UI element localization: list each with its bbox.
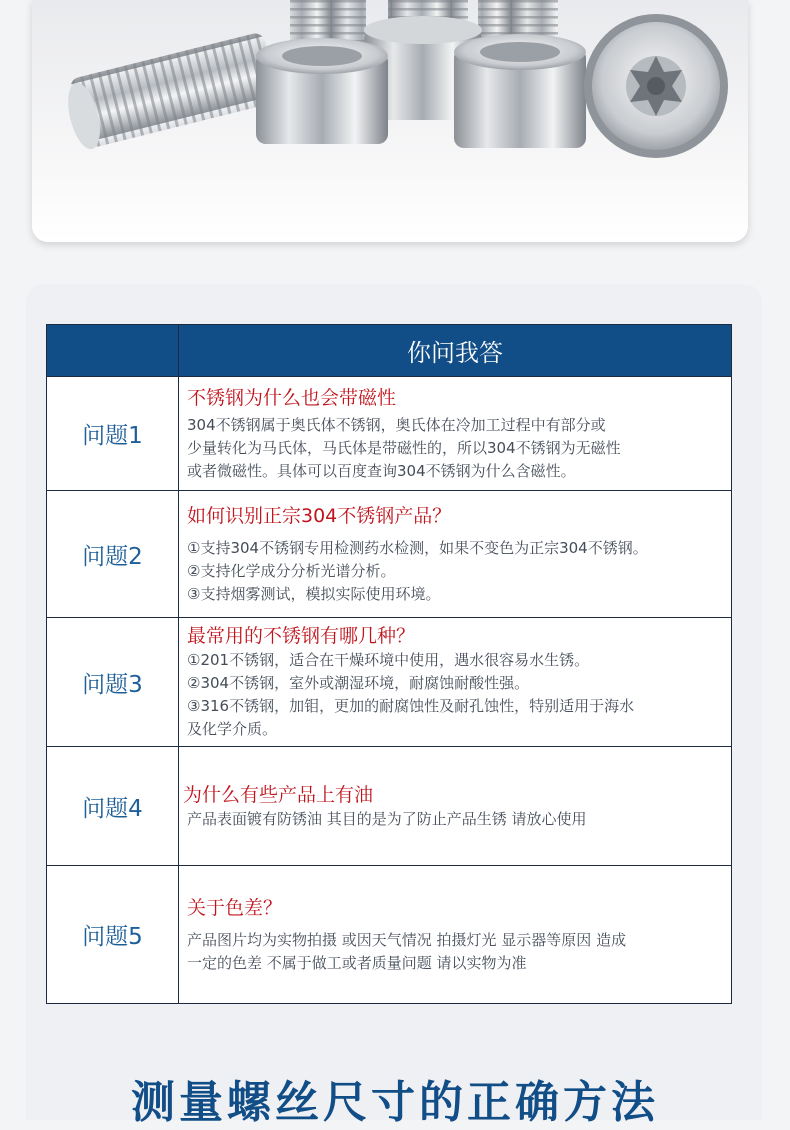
- qa-row: [47, 377, 732, 491]
- answer-title: 不锈钢为什么也会带磁性: [187, 386, 397, 409]
- answer-line: ②支持化学成分分析光谱分析。: [187, 561, 396, 580]
- answer-line: ③316不锈钢，加钼，更加的耐腐蚀性及耐孔蚀性，特别适用于海水: [187, 697, 635, 715]
- qa-table: [46, 324, 732, 1004]
- answer-cell: [179, 491, 732, 618]
- answer-body: [187, 537, 725, 606]
- product-photo-card: [32, 0, 748, 242]
- question-label: 问题4: [47, 747, 179, 866]
- answer-line: 少量转化为马氏体，马氏体是带磁性的，所以304不锈钢为无磁性: [187, 438, 621, 457]
- answer-cell: [179, 377, 732, 491]
- lying-screw-icon: [62, 31, 280, 152]
- answer-body: [183, 808, 725, 831]
- answer-body: [187, 649, 725, 741]
- answer-body: [187, 929, 725, 975]
- answer-line: 一定的色差 不属于做工或者质量问题 请以实物为准: [187, 953, 527, 972]
- torx-head-icon: [584, 14, 728, 158]
- answer-cell: [179, 618, 732, 747]
- qa-header-row: [47, 325, 732, 377]
- answer-line: ①支持304不锈钢专用检测药水检测，如果不变色为正宗304不锈钢。: [187, 538, 648, 557]
- screws-photo: [32, 0, 748, 242]
- answer-line: 及化学介质。: [187, 720, 278, 738]
- qa-row: [47, 866, 732, 1004]
- answer-line: ①201不锈钢，适合在干燥环境中使用，遇水很容易水生锈。: [187, 651, 590, 669]
- qa-row: [47, 491, 732, 618]
- qa-header-title: 你问我答: [179, 325, 732, 377]
- answer-title: 关于色差？: [187, 896, 283, 919]
- qa-header-blank: [47, 325, 179, 377]
- answer-title: 如何识别正宗304不锈钢产品？: [187, 504, 452, 527]
- qa-row: [47, 747, 732, 866]
- answer-title: 最常用的不锈钢有哪几种？: [187, 625, 416, 647]
- answer-line: 产品图片均为实物拍摄 或因天气情况 拍摄灯光 显示器等原因 造成: [187, 930, 627, 949]
- answer-line: 或者微磁性。具体可以百度查询304不锈钢为什么含磁性。: [187, 461, 576, 480]
- answer-title: 为什么有些产品上有油: [183, 783, 374, 806]
- question-label: 问题3: [47, 618, 179, 747]
- question-label: 问题5: [47, 866, 179, 1004]
- answer-line: 产品表面镀有防锈油 其目的是为了防止产品生锈 请放心使用: [187, 809, 587, 828]
- qa-row: [47, 618, 732, 747]
- answer-body: [187, 414, 725, 483]
- question-label: 问题1: [47, 377, 179, 491]
- answer-cell: [179, 747, 732, 866]
- answer-line: ②304不锈钢，室外或潮湿环境，耐腐蚀耐酸性强。: [187, 674, 530, 692]
- question-label: 问题2: [47, 491, 179, 618]
- answer-cell: [179, 866, 732, 1004]
- answer-line: ③支持烟雾测试，模拟实际使用环境。: [187, 584, 441, 603]
- measure-section-title: 测量螺丝尺寸的正确方法: [131, 1077, 659, 1128]
- answer-line: 304不锈钢属于奥氏体不锈钢，奥氏体在冷加工过程中有部分或: [187, 415, 606, 434]
